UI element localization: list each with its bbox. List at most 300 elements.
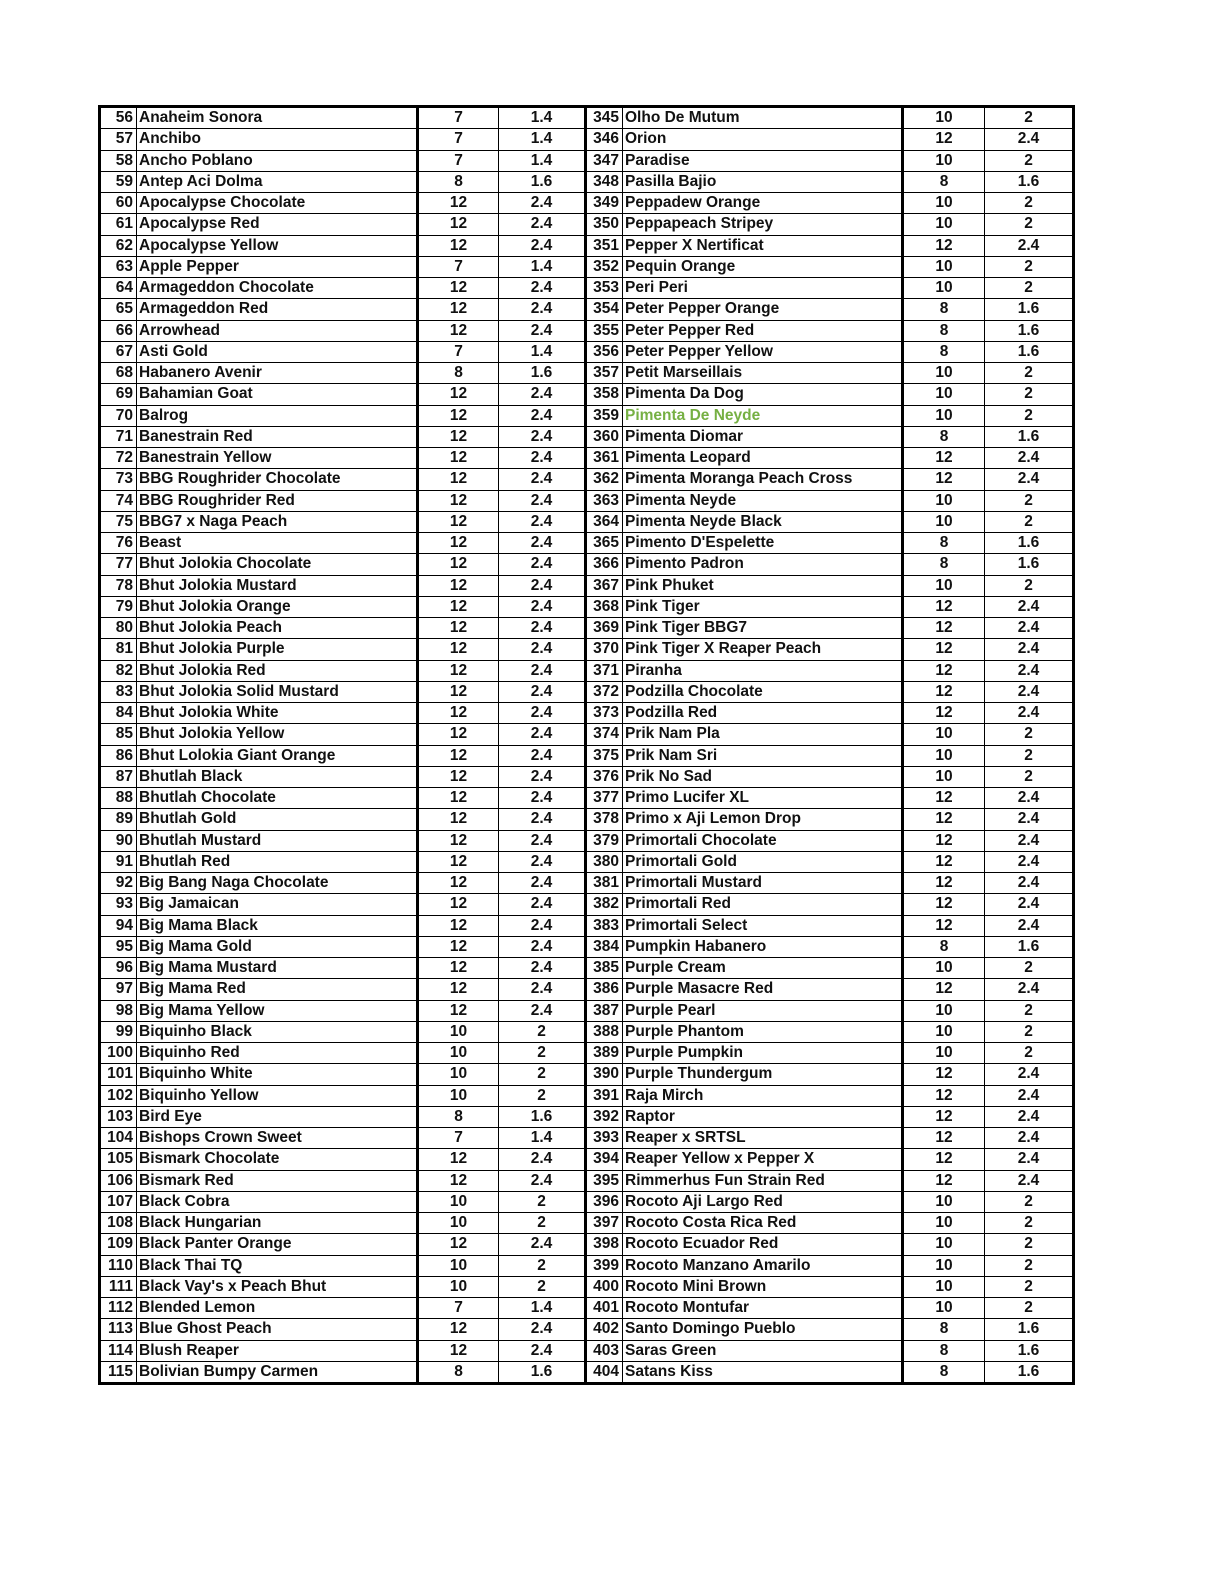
right-variety-name: Piranha bbox=[623, 660, 903, 681]
table-row bbox=[100, 660, 1074, 681]
right-variety-name: Pimenta Diomar bbox=[623, 426, 903, 447]
left-variety-id: 100 bbox=[100, 1043, 137, 1064]
left-price: 2.4 bbox=[499, 1319, 586, 1340]
right-variety-name: Rocoto Montufar bbox=[623, 1298, 903, 1319]
right-price: 2 bbox=[985, 384, 1074, 405]
left-variety-id: 74 bbox=[100, 490, 137, 511]
left-variety-id: 68 bbox=[100, 363, 137, 384]
left-price: 2.4 bbox=[499, 278, 586, 299]
right-variety-id: 355 bbox=[586, 320, 623, 341]
left-seed-count: 12 bbox=[418, 469, 499, 490]
right-variety-id: 391 bbox=[586, 1085, 623, 1106]
left-variety-name: Apocalypse Yellow bbox=[137, 235, 418, 256]
right-variety-name: Primortali Select bbox=[623, 915, 903, 936]
table-row bbox=[100, 1276, 1074, 1297]
right-seed-count: 10 bbox=[903, 384, 985, 405]
left-seed-count: 12 bbox=[418, 278, 499, 299]
right-variety-id: 361 bbox=[586, 448, 623, 469]
right-seed-count: 12 bbox=[903, 681, 985, 702]
left-price: 2.4 bbox=[499, 554, 586, 575]
right-variety-name: Raja Mirch bbox=[623, 1085, 903, 1106]
right-seed-count: 12 bbox=[903, 596, 985, 617]
right-variety-id: 374 bbox=[586, 724, 623, 745]
right-price: 2.4 bbox=[985, 681, 1074, 702]
right-price: 2 bbox=[985, 575, 1074, 596]
right-seed-count: 10 bbox=[903, 766, 985, 787]
left-price: 2.4 bbox=[499, 299, 586, 320]
right-price: 1.6 bbox=[985, 341, 1074, 362]
left-variety-id: 57 bbox=[100, 129, 137, 150]
table-row bbox=[100, 405, 1074, 426]
table-row bbox=[100, 1319, 1074, 1340]
right-variety-id: 394 bbox=[586, 1149, 623, 1170]
right-variety-id: 381 bbox=[586, 873, 623, 894]
right-seed-count: 12 bbox=[903, 129, 985, 150]
left-price: 2.4 bbox=[499, 469, 586, 490]
right-variety-id: 384 bbox=[586, 936, 623, 957]
right-seed-count: 12 bbox=[903, 1170, 985, 1191]
left-variety-id: 113 bbox=[100, 1319, 137, 1340]
left-variety-id: 91 bbox=[100, 851, 137, 872]
left-variety-id: 81 bbox=[100, 639, 137, 660]
right-variety-name: Podzilla Red bbox=[623, 703, 903, 724]
right-variety-name: Primortali Chocolate bbox=[623, 830, 903, 851]
right-variety-name: Rocoto Ecuador Red bbox=[623, 1234, 903, 1255]
right-variety-name: Prik No Sad bbox=[623, 766, 903, 787]
right-variety-id: 368 bbox=[586, 596, 623, 617]
left-variety-name: Big Bang Naga Chocolate bbox=[137, 873, 418, 894]
right-price: 2 bbox=[985, 1191, 1074, 1212]
left-price: 2.4 bbox=[499, 533, 586, 554]
left-seed-count: 10 bbox=[418, 1213, 499, 1234]
right-seed-count: 12 bbox=[903, 979, 985, 1000]
table-row bbox=[100, 1106, 1074, 1127]
left-seed-count: 10 bbox=[418, 1255, 499, 1276]
left-variety-name: Big Mama Mustard bbox=[137, 958, 418, 979]
variety-table-body bbox=[100, 107, 1074, 1384]
table-row bbox=[100, 596, 1074, 617]
right-seed-count: 12 bbox=[903, 660, 985, 681]
right-variety-name: Rocoto Manzano Amarilo bbox=[623, 1255, 903, 1276]
left-variety-id: 66 bbox=[100, 320, 137, 341]
right-price: 2 bbox=[985, 1043, 1074, 1064]
table-row bbox=[100, 618, 1074, 639]
table-row bbox=[100, 150, 1074, 171]
table-row bbox=[100, 936, 1074, 957]
left-seed-count: 12 bbox=[418, 405, 499, 426]
left-variety-name: BBG Roughrider Red bbox=[137, 490, 418, 511]
right-price: 2.4 bbox=[985, 851, 1074, 872]
table-row bbox=[100, 1149, 1074, 1170]
right-seed-count: 12 bbox=[903, 1106, 985, 1127]
right-variety-name: Pimenta De Neyde bbox=[623, 405, 903, 426]
right-variety-id: 401 bbox=[586, 1298, 623, 1319]
right-price: 2 bbox=[985, 193, 1074, 214]
left-price: 2.4 bbox=[499, 193, 586, 214]
right-seed-count: 12 bbox=[903, 915, 985, 936]
left-seed-count: 10 bbox=[418, 1021, 499, 1042]
table-row bbox=[100, 958, 1074, 979]
right-variety-id: 398 bbox=[586, 1234, 623, 1255]
right-variety-id: 357 bbox=[586, 363, 623, 384]
left-variety-name: Asti Gold bbox=[137, 341, 418, 362]
left-seed-count: 7 bbox=[418, 1298, 499, 1319]
left-variety-name: Black Cobra bbox=[137, 1191, 418, 1212]
right-price: 2 bbox=[985, 1213, 1074, 1234]
left-price: 1.4 bbox=[499, 129, 586, 150]
left-seed-count: 12 bbox=[418, 193, 499, 214]
left-variety-id: 59 bbox=[100, 171, 137, 192]
right-seed-count: 8 bbox=[903, 1340, 985, 1361]
left-variety-name: Biquinho Red bbox=[137, 1043, 418, 1064]
right-seed-count: 10 bbox=[903, 1276, 985, 1297]
right-seed-count: 10 bbox=[903, 256, 985, 277]
left-price: 2.4 bbox=[499, 915, 586, 936]
left-variety-name: Beast bbox=[137, 533, 418, 554]
left-seed-count: 12 bbox=[418, 596, 499, 617]
right-price: 2.4 bbox=[985, 596, 1074, 617]
table-row bbox=[100, 1191, 1074, 1212]
right-price: 2.4 bbox=[985, 1064, 1074, 1085]
left-seed-count: 12 bbox=[418, 681, 499, 702]
right-variety-name: Olho De Mutum bbox=[623, 107, 903, 129]
right-variety-name: Pink Tiger bbox=[623, 596, 903, 617]
left-variety-id: 101 bbox=[100, 1064, 137, 1085]
right-variety-id: 387 bbox=[586, 1000, 623, 1021]
left-variety-id: 90 bbox=[100, 830, 137, 851]
table-row bbox=[100, 214, 1074, 235]
table-row bbox=[100, 320, 1074, 341]
left-variety-name: Arrowhead bbox=[137, 320, 418, 341]
right-variety-id: 390 bbox=[586, 1064, 623, 1085]
right-seed-count: 8 bbox=[903, 1361, 985, 1383]
right-variety-id: 345 bbox=[586, 107, 623, 129]
right-variety-id: 360 bbox=[586, 426, 623, 447]
left-variety-id: 83 bbox=[100, 681, 137, 702]
right-variety-id: 380 bbox=[586, 851, 623, 872]
left-price: 1.6 bbox=[499, 363, 586, 384]
right-variety-name: Rocoto Aji Largo Red bbox=[623, 1191, 903, 1212]
right-variety-name: Primo Lucifer XL bbox=[623, 788, 903, 809]
left-variety-name: Apocalypse Red bbox=[137, 214, 418, 235]
left-seed-count: 7 bbox=[418, 107, 499, 129]
left-price: 2 bbox=[499, 1085, 586, 1106]
right-seed-count: 12 bbox=[903, 830, 985, 851]
right-seed-count: 10 bbox=[903, 490, 985, 511]
right-variety-name: Podzilla Chocolate bbox=[623, 681, 903, 702]
left-variety-name: Black Thai TQ bbox=[137, 1255, 418, 1276]
right-seed-count: 12 bbox=[903, 703, 985, 724]
left-price: 1.4 bbox=[499, 341, 586, 362]
right-variety-id: 353 bbox=[586, 278, 623, 299]
right-seed-count: 8 bbox=[903, 1319, 985, 1340]
left-variety-name: Blush Reaper bbox=[137, 1340, 418, 1361]
left-seed-count: 10 bbox=[418, 1276, 499, 1297]
left-price: 2 bbox=[499, 1191, 586, 1212]
right-variety-id: 385 bbox=[586, 958, 623, 979]
left-price: 2.4 bbox=[499, 745, 586, 766]
left-variety-name: Bhut Jolokia Purple bbox=[137, 639, 418, 660]
table-row bbox=[100, 171, 1074, 192]
left-seed-count: 7 bbox=[418, 256, 499, 277]
right-variety-id: 388 bbox=[586, 1021, 623, 1042]
left-variety-name: Apocalypse Chocolate bbox=[137, 193, 418, 214]
right-price: 2 bbox=[985, 150, 1074, 171]
left-seed-count: 12 bbox=[418, 936, 499, 957]
right-seed-count: 8 bbox=[903, 341, 985, 362]
right-variety-name: Satans Kiss bbox=[623, 1361, 903, 1383]
right-variety-name: Purple Phantom bbox=[623, 1021, 903, 1042]
left-seed-count: 12 bbox=[418, 533, 499, 554]
right-seed-count: 8 bbox=[903, 171, 985, 192]
right-seed-count: 10 bbox=[903, 363, 985, 384]
left-price: 2.4 bbox=[499, 766, 586, 787]
left-variety-id: 102 bbox=[100, 1085, 137, 1106]
left-price: 2.4 bbox=[499, 426, 586, 447]
left-variety-name: Apple Pepper bbox=[137, 256, 418, 277]
left-variety-id: 85 bbox=[100, 724, 137, 745]
right-price: 2.4 bbox=[985, 1128, 1074, 1149]
right-price: 2 bbox=[985, 405, 1074, 426]
right-variety-name: Peri Peri bbox=[623, 278, 903, 299]
right-variety-name: Pink Phuket bbox=[623, 575, 903, 596]
table-row bbox=[100, 809, 1074, 830]
right-price: 2.4 bbox=[985, 469, 1074, 490]
left-seed-count: 12 bbox=[418, 958, 499, 979]
right-seed-count: 8 bbox=[903, 299, 985, 320]
left-variety-name: Bhut Jolokia Orange bbox=[137, 596, 418, 617]
left-seed-count: 12 bbox=[418, 426, 499, 447]
right-seed-count: 10 bbox=[903, 724, 985, 745]
right-price: 2 bbox=[985, 958, 1074, 979]
left-seed-count: 12 bbox=[418, 1319, 499, 1340]
right-variety-id: 386 bbox=[586, 979, 623, 1000]
left-seed-count: 12 bbox=[418, 1340, 499, 1361]
table-row bbox=[100, 745, 1074, 766]
right-variety-name: Orion bbox=[623, 129, 903, 150]
left-seed-count: 12 bbox=[418, 660, 499, 681]
left-price: 2 bbox=[499, 1043, 586, 1064]
right-price: 2.4 bbox=[985, 915, 1074, 936]
left-variety-id: 76 bbox=[100, 533, 137, 554]
right-seed-count: 12 bbox=[903, 469, 985, 490]
right-seed-count: 10 bbox=[903, 1000, 985, 1021]
right-seed-count: 12 bbox=[903, 1149, 985, 1170]
left-seed-count: 12 bbox=[418, 809, 499, 830]
right-price: 2.4 bbox=[985, 235, 1074, 256]
left-variety-id: 107 bbox=[100, 1191, 137, 1212]
right-variety-id: 373 bbox=[586, 703, 623, 724]
right-variety-id: 358 bbox=[586, 384, 623, 405]
right-variety-id: 402 bbox=[586, 1319, 623, 1340]
left-variety-id: 61 bbox=[100, 214, 137, 235]
left-variety-id: 88 bbox=[100, 788, 137, 809]
left-price: 2 bbox=[499, 1064, 586, 1085]
right-variety-id: 349 bbox=[586, 193, 623, 214]
left-price: 2.4 bbox=[499, 681, 586, 702]
table-row bbox=[100, 1170, 1074, 1191]
right-variety-name: Primortali Mustard bbox=[623, 873, 903, 894]
left-variety-name: Big Mama Gold bbox=[137, 936, 418, 957]
right-variety-id: 378 bbox=[586, 809, 623, 830]
right-variety-name: Pimenta Da Dog bbox=[623, 384, 903, 405]
right-price: 1.6 bbox=[985, 171, 1074, 192]
left-price: 2.4 bbox=[499, 1170, 586, 1191]
right-variety-name: Primortali Red bbox=[623, 894, 903, 915]
right-variety-id: 379 bbox=[586, 830, 623, 851]
right-price: 2 bbox=[985, 363, 1074, 384]
left-variety-id: 71 bbox=[100, 426, 137, 447]
right-price: 2 bbox=[985, 1234, 1074, 1255]
left-variety-name: Bhutlah Chocolate bbox=[137, 788, 418, 809]
right-variety-id: 356 bbox=[586, 341, 623, 362]
left-variety-id: 97 bbox=[100, 979, 137, 1000]
right-variety-id: 375 bbox=[586, 745, 623, 766]
left-variety-id: 79 bbox=[100, 596, 137, 617]
right-price: 2.4 bbox=[985, 660, 1074, 681]
left-price: 2.4 bbox=[499, 894, 586, 915]
right-variety-name: Saras Green bbox=[623, 1340, 903, 1361]
left-seed-count: 12 bbox=[418, 554, 499, 575]
right-seed-count: 10 bbox=[903, 1021, 985, 1042]
left-seed-count: 12 bbox=[418, 639, 499, 660]
right-variety-name: Peter Pepper Red bbox=[623, 320, 903, 341]
left-variety-id: 87 bbox=[100, 766, 137, 787]
left-variety-id: 65 bbox=[100, 299, 137, 320]
left-price: 2.4 bbox=[499, 1149, 586, 1170]
table-row bbox=[100, 851, 1074, 872]
right-variety-id: 404 bbox=[586, 1361, 623, 1383]
left-price: 1.4 bbox=[499, 256, 586, 277]
left-variety-name: Anchibo bbox=[137, 129, 418, 150]
left-seed-count: 12 bbox=[418, 873, 499, 894]
right-seed-count: 12 bbox=[903, 618, 985, 639]
right-seed-count: 10 bbox=[903, 958, 985, 979]
left-variety-id: 106 bbox=[100, 1170, 137, 1191]
table-row bbox=[100, 788, 1074, 809]
table-row bbox=[100, 384, 1074, 405]
table-row bbox=[100, 1000, 1074, 1021]
table-row bbox=[100, 1021, 1074, 1042]
left-variety-name: Blue Ghost Peach bbox=[137, 1319, 418, 1340]
right-price: 2.4 bbox=[985, 448, 1074, 469]
right-price: 2 bbox=[985, 1276, 1074, 1297]
left-price: 2.4 bbox=[499, 936, 586, 957]
right-seed-count: 10 bbox=[903, 150, 985, 171]
table-row bbox=[100, 1234, 1074, 1255]
left-variety-name: Balrog bbox=[137, 405, 418, 426]
table-row bbox=[100, 490, 1074, 511]
left-price: 2.4 bbox=[499, 958, 586, 979]
left-seed-count: 12 bbox=[418, 320, 499, 341]
table-row bbox=[100, 639, 1074, 660]
right-variety-id: 395 bbox=[586, 1170, 623, 1191]
left-seed-count: 8 bbox=[418, 1106, 499, 1127]
right-variety-name: Primo x Aji Lemon Drop bbox=[623, 809, 903, 830]
left-price: 2.4 bbox=[499, 873, 586, 894]
right-seed-count: 10 bbox=[903, 1298, 985, 1319]
table-row bbox=[100, 1361, 1074, 1383]
right-variety-name: Prik Nam Sri bbox=[623, 745, 903, 766]
right-variety-name: Petit Marseillais bbox=[623, 363, 903, 384]
right-price: 2.4 bbox=[985, 639, 1074, 660]
right-variety-name: Pimenta Neyde bbox=[623, 490, 903, 511]
right-variety-name: Rocoto Costa Rica Red bbox=[623, 1213, 903, 1234]
right-variety-id: 362 bbox=[586, 469, 623, 490]
left-price: 2.4 bbox=[499, 618, 586, 639]
right-price: 1.6 bbox=[985, 554, 1074, 575]
table-row bbox=[100, 533, 1074, 554]
left-seed-count: 12 bbox=[418, 766, 499, 787]
left-variety-id: 95 bbox=[100, 936, 137, 957]
right-seed-count: 8 bbox=[903, 936, 985, 957]
left-seed-count: 7 bbox=[418, 341, 499, 362]
left-variety-id: 67 bbox=[100, 341, 137, 362]
table-row bbox=[100, 1255, 1074, 1276]
left-variety-id: 93 bbox=[100, 894, 137, 915]
left-price: 2.4 bbox=[499, 405, 586, 426]
left-price: 1.6 bbox=[499, 1106, 586, 1127]
left-variety-id: 82 bbox=[100, 660, 137, 681]
right-variety-id: 369 bbox=[586, 618, 623, 639]
table-row bbox=[100, 193, 1074, 214]
left-seed-count: 12 bbox=[418, 214, 499, 235]
left-seed-count: 12 bbox=[418, 745, 499, 766]
left-seed-count: 7 bbox=[418, 150, 499, 171]
left-variety-name: Banestrain Yellow bbox=[137, 448, 418, 469]
right-variety-id: 367 bbox=[586, 575, 623, 596]
right-variety-name: Pimenta Neyde Black bbox=[623, 511, 903, 532]
right-variety-id: 348 bbox=[586, 171, 623, 192]
left-seed-count: 8 bbox=[418, 1361, 499, 1383]
variety-table bbox=[98, 105, 1075, 1385]
left-price: 1.6 bbox=[499, 1361, 586, 1383]
table-row bbox=[100, 766, 1074, 787]
left-variety-id: 56 bbox=[100, 107, 137, 129]
left-price: 1.6 bbox=[499, 171, 586, 192]
left-variety-name: Bhut Jolokia Peach bbox=[137, 618, 418, 639]
left-seed-count: 12 bbox=[418, 915, 499, 936]
left-seed-count: 12 bbox=[418, 618, 499, 639]
right-variety-name: Reaper Yellow x Pepper X bbox=[623, 1149, 903, 1170]
left-seed-count: 12 bbox=[418, 724, 499, 745]
table-row bbox=[100, 703, 1074, 724]
left-price: 2.4 bbox=[499, 851, 586, 872]
left-seed-count: 7 bbox=[418, 1128, 499, 1149]
right-variety-id: 354 bbox=[586, 299, 623, 320]
left-seed-count: 8 bbox=[418, 363, 499, 384]
left-seed-count: 12 bbox=[418, 384, 499, 405]
right-variety-name: Purple Cream bbox=[623, 958, 903, 979]
left-variety-id: 77 bbox=[100, 554, 137, 575]
right-price: 2 bbox=[985, 278, 1074, 299]
right-seed-count: 10 bbox=[903, 214, 985, 235]
right-variety-id: 399 bbox=[586, 1255, 623, 1276]
left-seed-count: 12 bbox=[418, 299, 499, 320]
right-seed-count: 10 bbox=[903, 1234, 985, 1255]
right-variety-name: Primortali Gold bbox=[623, 851, 903, 872]
left-variety-id: 109 bbox=[100, 1234, 137, 1255]
left-variety-id: 104 bbox=[100, 1128, 137, 1149]
left-variety-name: Bird Eye bbox=[137, 1106, 418, 1127]
left-seed-count: 12 bbox=[418, 448, 499, 469]
right-seed-count: 8 bbox=[903, 320, 985, 341]
left-seed-count: 12 bbox=[418, 851, 499, 872]
left-variety-id: 111 bbox=[100, 1276, 137, 1297]
right-seed-count: 10 bbox=[903, 1043, 985, 1064]
left-price: 2 bbox=[499, 1276, 586, 1297]
left-variety-name: Biquinho White bbox=[137, 1064, 418, 1085]
